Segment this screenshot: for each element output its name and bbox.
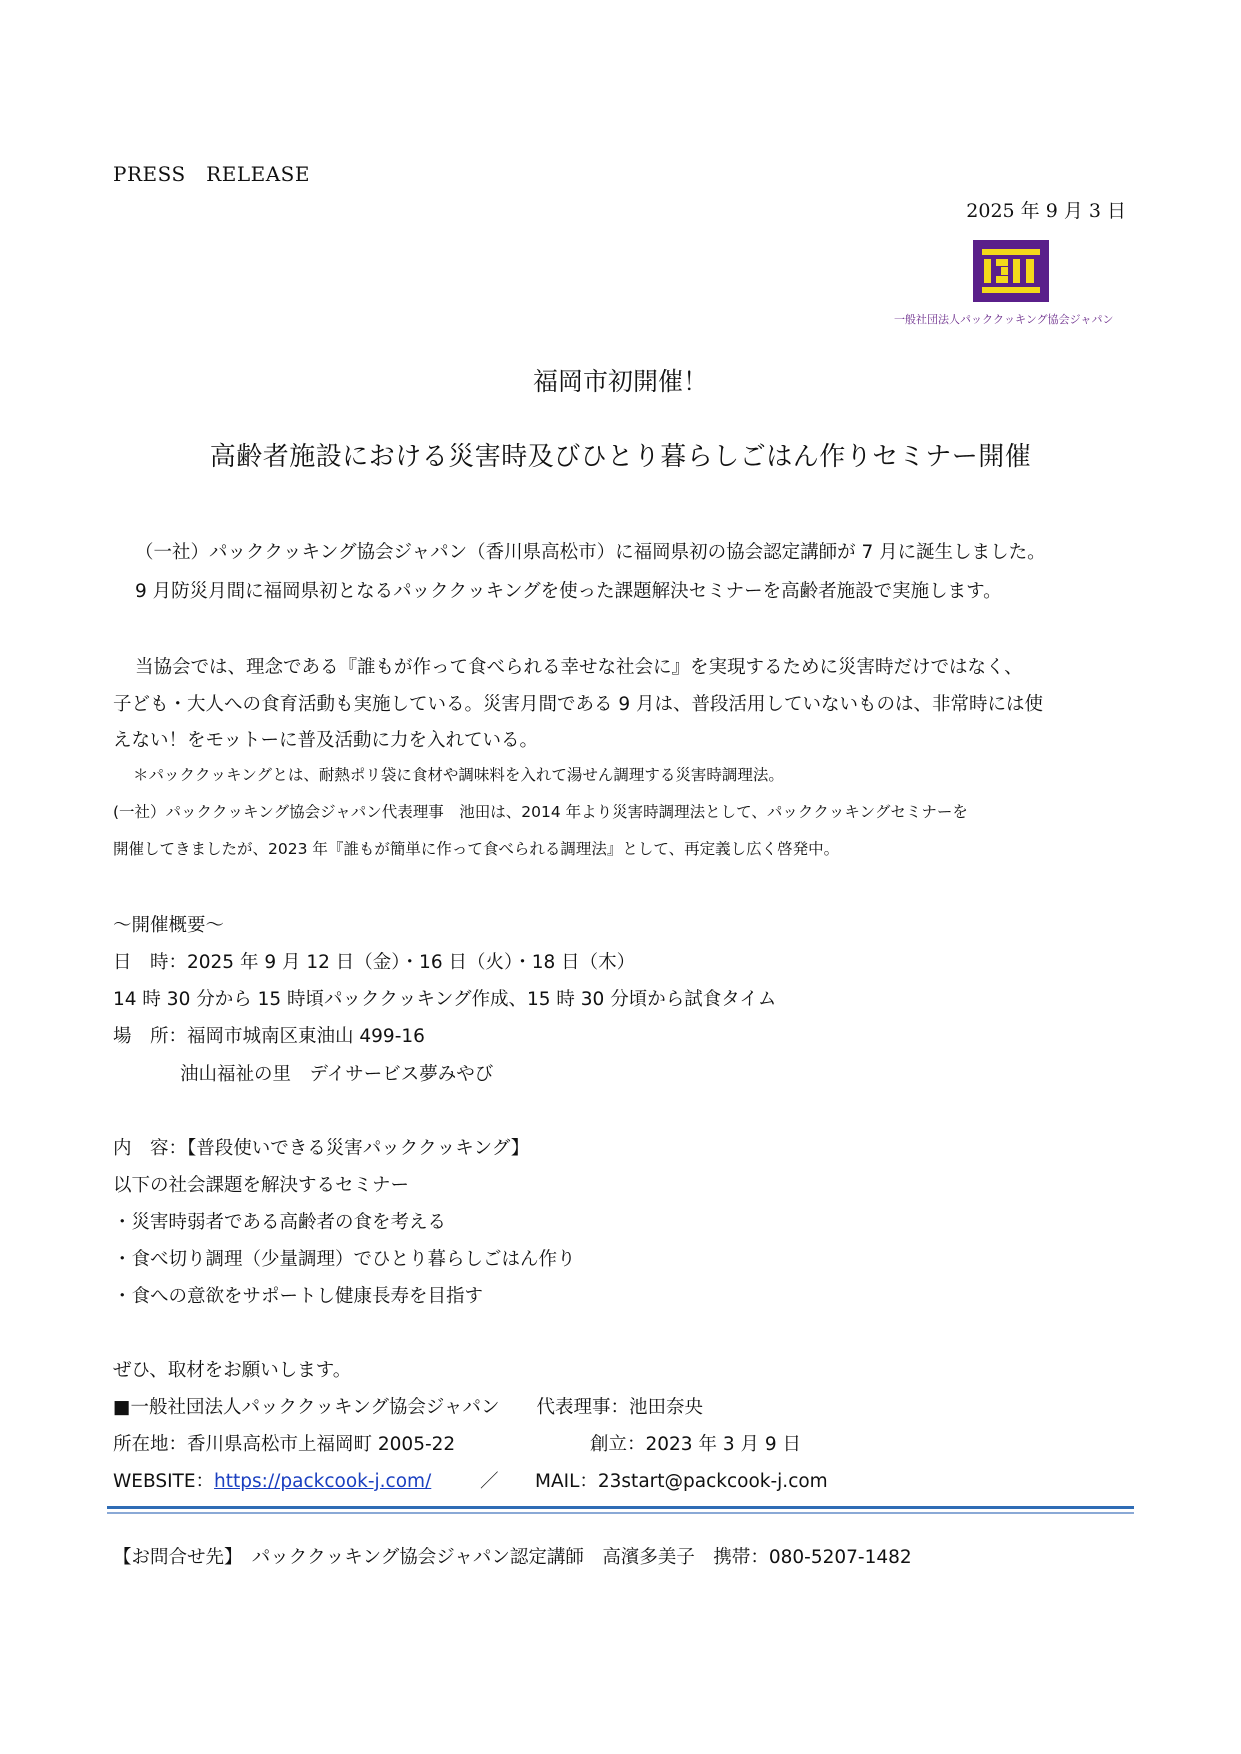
headline: 福岡市初開催！ <box>532 367 708 396</box>
intro-line-1: （一社）パッククッキング協会ジャパン（香川県高松市）に福岡県初の協会認定講師が 7 月に誕生しました。 <box>135 542 1046 563</box>
address-line: 所在地：香川県高松市上福岡町 2005-22 <box>113 1434 456 1455</box>
press-release-label: PRESS RELEASE <box>113 162 310 186</box>
subheadline: 高齢者施設における災害時及びひとり暮らしごはん作りセミナー開催 <box>209 442 1032 472</box>
website-link[interactable]: https://packcook-j.com/ <box>214 1471 432 1492</box>
topic-item: ・食べ切り調理（少量調理）でひとり暮らしごはん作り <box>113 1249 576 1270</box>
about-line-2: 子ども・大人への食育活動も実施している。災害月間である 9 月は、普段活用していないものは、非常時には使 <box>113 694 1044 715</box>
event-content: 内 容：【普段使いできる災害パッククッキング】 <box>113 1138 530 1159</box>
website-row <box>113 1467 431 1493</box>
founded-line: 創立：2023 年 3 月 9 日 <box>590 1434 802 1455</box>
content-intro: 以下の社会課題を解決するセミナー <box>113 1175 410 1196</box>
packcooking-note: ＊パッククッキングとは、耐熱ポリ袋に食材や調味料を入れて湯せん調理する災害時調理法。 <box>133 766 784 784</box>
contact-line: 【お問合せ先】 パッククッキング協会ジャパン認定講師 高濱多美子 携帯：080-5207-1482 <box>113 1547 912 1568</box>
overview-heading: ～開催概要～ <box>113 915 225 936</box>
topic-item: ・食への意欲をサポートし健康長寿を目指す <box>113 1286 484 1307</box>
organization-line: ■一般社団法人パッククッキング協会ジャパン 代表理事：池田奈央 <box>113 1397 704 1418</box>
logo-caption: 一般社団法人パッククッキング協会ジャパン <box>894 313 1114 326</box>
intro-line-2: 9 月防災月間に福岡県初となるパッククッキングを使った課題解決セミナーを高齢者施設で実施します。 <box>135 581 1002 602</box>
release-date: 2025 年 9 月 3 日 <box>966 200 1126 222</box>
history-line-2: 開催してきましたが、2023 年『誰もが簡単に作って食べられる調理法』として、再定義し広く啓発中。 <box>113 840 840 858</box>
interview-request: ぜひ、取材をお願いします。 <box>113 1360 352 1381</box>
association-logo <box>973 240 1049 302</box>
event-venue: 油山福祉の里 デイサービス夢みやび <box>180 1064 494 1085</box>
event-datetime: 日 時：2025 年 9 月 12 日（金）・16 日（火）・18 日（木） <box>113 952 636 973</box>
about-line-1: 当協会では、理念である『誰もが作って食べられる幸せな社会に』を実現するために災害時だけではなく、 <box>135 657 1023 678</box>
event-time: 14 時 30 分から 15 時頃パッククッキング作成、15 時 30 分頃から試食タイム <box>113 989 777 1010</box>
website-label: WEBSITE： <box>113 1471 215 1492</box>
about-line-3: えない！をモットーに普及活動に力を入れている。 <box>113 730 538 751</box>
divider-rule <box>107 1506 1134 1514</box>
history-line-1: (一社）パッククッキング協会ジャパン代表理事 池田は、2014 年より災害時調理法として、パッククッキングセミナーを <box>113 803 968 821</box>
event-place: 場 所：福岡市城南区東油山 499-16 <box>113 1026 425 1047</box>
separator: ／ <box>480 1471 499 1492</box>
mail-line[interactable]: MAIL：23start@packcook-j.com <box>535 1471 828 1492</box>
topic-item: ・災害時弱者である高齢者の食を考える <box>113 1212 447 1233</box>
